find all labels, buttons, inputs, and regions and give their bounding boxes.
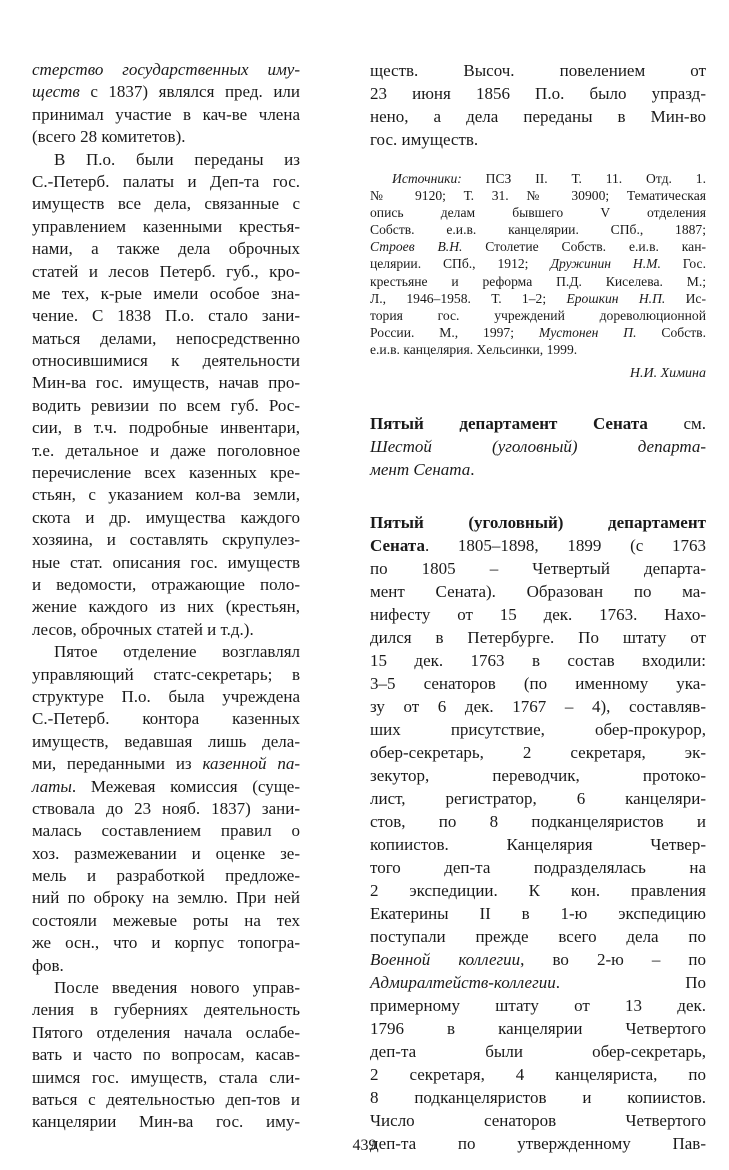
text-run: деп-та по утвержденному Пав- [370, 1134, 706, 1153]
text-run: . По [555, 973, 706, 992]
text-line [370, 695, 706, 718]
text-run: ших присутствие, обер-прокурор, [370, 720, 706, 739]
text-run: чение. С 1838 П.о. стало зани- [32, 306, 300, 326]
text-line [32, 731, 300, 753]
text-run: лист, регистратор, 6 канцеляри- [370, 789, 706, 808]
text-line [32, 776, 300, 798]
text-run: . [470, 460, 475, 479]
text-run: копиистов. Канцелярия Четвер- [370, 835, 706, 854]
text-line [370, 672, 706, 695]
text-line [32, 193, 300, 215]
text-line [370, 856, 706, 879]
text-line [32, 619, 300, 641]
text-run: принимал участие в кач-ве члена [32, 104, 300, 124]
text-run: ления в губерниях деятельность [32, 1000, 300, 1020]
text-line [32, 305, 300, 327]
text-line [32, 507, 300, 529]
text-run: ПСЗ II. Т. 11. Отд. 1. [461, 171, 706, 186]
text-run: по 1805 – Четвертый департа- [370, 559, 706, 578]
text-line [32, 955, 300, 977]
article-entry-fifth-criminal-department [370, 511, 706, 1155]
text-run: ные стат. описания гос. имуществ [32, 552, 300, 572]
text-run: , во 2-ю – по [520, 950, 707, 969]
text-run: С.-Петерб. палаты и Деп-та гос. [32, 171, 300, 191]
text-line [32, 328, 300, 350]
text-line [370, 458, 706, 481]
text-line [32, 1111, 300, 1133]
text-run: структуре П.о. была учреждена [32, 686, 300, 706]
text-line [370, 341, 706, 358]
text-line [32, 350, 300, 372]
text-line [370, 511, 706, 534]
text-line [370, 82, 706, 105]
text-run: ствовала до 23 нояб. 1837) зани- [32, 798, 300, 818]
text-run: дился в Петербурге. По штату от [370, 628, 706, 647]
text-run: малась составлением правил о [32, 821, 300, 841]
italic-term: латы [32, 776, 72, 796]
text-line [32, 238, 300, 260]
text-run: канцелярии Мин-ва гос. иму- [32, 1112, 300, 1132]
bold-term: Сената [370, 536, 425, 555]
text-run: жение каждого из них (крестьян, [32, 597, 300, 617]
text-run: 15 дек. 1763 в состав входили: [370, 651, 706, 670]
text-run: хоз. размежевании и оценке зе- [32, 843, 300, 863]
text-line [32, 440, 300, 462]
text-line [370, 603, 706, 626]
text-run: т.е. детальное и даже поголовное [32, 440, 300, 460]
text-run: статей и лесов Петерб. губ., кро- [32, 261, 300, 281]
text-line [32, 708, 300, 730]
text-run: хозяина, и составлять скрупулез- [32, 530, 300, 550]
text-run: Столетие Собств. е.и.в. кан- [462, 239, 706, 255]
italic-term: мент Сената [370, 460, 471, 479]
text-run: нами, а также дела оброчных [32, 239, 300, 259]
text-run: Собств. е.и.в. канцелярии. СПб., 1887; [370, 222, 706, 238]
text-line [370, 204, 706, 221]
text-line [370, 59, 706, 82]
cross-reference-entry [370, 412, 706, 481]
text-run: стьян, с указанием кол-ва земли, [32, 485, 300, 505]
text-line [32, 552, 300, 574]
text-line [32, 1022, 300, 1044]
text-run: зу от 6 дек. 1767 – 4), составляв- [370, 697, 706, 716]
text-run: сии, в т.ч. подробные инвентари, [32, 418, 300, 438]
text-run: Л., 1946–1958. Т. 1–2; [370, 290, 567, 306]
text-line [370, 412, 706, 435]
text-run: того деп-та подразделялась на [370, 858, 706, 877]
text-line [370, 994, 706, 1017]
sources-block [370, 170, 706, 358]
text-run: Пятого отделения начала ослабе- [32, 1022, 300, 1042]
text-line [32, 686, 300, 708]
text-line [370, 649, 706, 672]
text-run: мель и разработкой предложе- [32, 866, 300, 886]
text-run: ний по оброку на землю. При ней [32, 888, 300, 908]
text-line [32, 59, 300, 81]
text-line [32, 216, 300, 238]
text-line [32, 865, 300, 887]
text-line [32, 462, 300, 484]
italic-term: стерство государственных иму- [32, 60, 300, 79]
text-run: После введения нового управ- [54, 978, 300, 998]
text-run: см. [647, 414, 706, 433]
text-run: ме тех, к-рые имели особое зна- [32, 283, 300, 303]
text-run: . Межевая комиссия (суще- [71, 776, 300, 796]
text-line [370, 925, 706, 948]
text-run: мент Сената). Образован по ма- [370, 582, 706, 601]
text-line [32, 395, 300, 417]
text-line [32, 417, 300, 439]
text-line [370, 273, 706, 290]
italic-term: казенной па- [202, 754, 300, 774]
text-run: Собств. [636, 324, 706, 340]
text-run: фов. [32, 955, 64, 975]
italic-term: Военной коллегии [370, 950, 521, 969]
text-line [370, 255, 706, 272]
text-run: тория гос. учреждений дореволюционной [370, 307, 706, 323]
text-line [32, 126, 300, 148]
text-run: обер-секретарь, 2 секретаря, эк- [370, 743, 706, 762]
text-run: 23 июня 1856 П.о. было упразд- [370, 84, 706, 103]
text-line [370, 741, 706, 764]
text-line [370, 324, 706, 341]
text-line [370, 557, 706, 580]
text-run: нено, а дела переданы в Мин-во [370, 107, 706, 126]
italic-term: ществ [32, 82, 80, 102]
italic-term: Мустонен П. [538, 324, 637, 340]
text-line [32, 910, 300, 932]
text-run: В П.о. были переданы из [54, 149, 300, 169]
text-run: 3–5 сенаторов (по именному ука- [370, 674, 706, 693]
text-run: стов, по 8 подканцеляристов и [370, 812, 706, 831]
text-line [32, 664, 300, 686]
text-run: зекутор, переводчик, протоко- [370, 766, 706, 785]
text-run: состояли межевые роты на тех [32, 910, 300, 930]
text-run: Число сенаторов Четвертого [370, 1111, 706, 1130]
text-line [32, 484, 300, 506]
text-run: Ис- [665, 290, 706, 306]
text-line [370, 1063, 706, 1086]
text-line [32, 283, 300, 305]
bold-term: Пятый департамент Сената [370, 414, 648, 433]
text-run: Екатерины II в 1-ю экспедицию [370, 904, 706, 923]
page-number: 439 [352, 1137, 377, 1154]
text-run: Пятое отделение возглавлял [54, 642, 300, 662]
text-line [32, 529, 300, 551]
text-line [370, 810, 706, 833]
text-line [370, 971, 706, 994]
text-run: имуществ, ведавшая лишь дела- [32, 731, 300, 751]
text-line [32, 999, 300, 1021]
text-run: вать и часто по вопросам, касав- [32, 1045, 300, 1065]
author-signature: Н.И. Химина [629, 366, 706, 381]
text-run: имуществ все дела, связанные с [32, 194, 300, 214]
text-line [32, 820, 300, 842]
text-line [370, 1040, 706, 1063]
text-line [370, 948, 706, 971]
text-line [32, 932, 300, 954]
text-run: 2 секретаря, 4 канцеляриста, по [370, 1065, 706, 1084]
text-line [370, 1109, 706, 1132]
text-line [32, 1044, 300, 1066]
text-line [370, 435, 706, 458]
text-line [32, 1067, 300, 1089]
text-run: водить ревизии по всем губ. Рос- [32, 395, 300, 415]
text-run: ваться с деятельностью деп-тов и [32, 1089, 300, 1109]
text-run: (всего 28 комитетов). [32, 127, 186, 147]
text-line [370, 833, 706, 856]
text-line [32, 887, 300, 909]
text-run: с 1837) являлся пред. или [79, 82, 300, 102]
right-column-continuation [370, 59, 706, 151]
text-run: 2 экспедиции. К кон. правления [370, 881, 706, 900]
text-run: Гос. [660, 256, 706, 272]
italic-term: Источники: [392, 171, 462, 186]
text-line [32, 372, 300, 394]
text-line [32, 171, 300, 193]
text-run: же осн., что и корпус топогра- [32, 933, 300, 953]
text-run: е.и.в. канцелярия. Хельсинки, 1999. [370, 341, 578, 357]
text-line [32, 81, 300, 103]
text-line [32, 641, 300, 663]
text-run: гос. имуществ. [370, 130, 479, 149]
text-line [32, 753, 300, 775]
text-run: управляющий статс-секретарь; в [32, 664, 300, 684]
text-run: С.-Петерб. контора казенных [32, 709, 300, 729]
text-run: Мин-ва гос. имуществ, начав про- [32, 373, 300, 393]
text-line [32, 977, 300, 999]
text-run: опись делам бывшего V отделения [370, 205, 706, 221]
text-run: перечисление всех казенных кре- [32, 463, 300, 483]
text-line [370, 787, 706, 810]
text-run: 1796 в канцелярии Четвертого [370, 1019, 706, 1038]
italic-term: Строев В.Н. [370, 239, 463, 255]
text-run: России. М., 1997; [370, 324, 539, 340]
text-line [370, 1017, 706, 1040]
text-line [370, 1086, 706, 1109]
text-line [370, 221, 706, 238]
italic-term: Адмиралтейств-коллегии [370, 973, 556, 992]
text-line [370, 902, 706, 925]
text-run: 8 подканцеляристов и копиистов. [370, 1088, 706, 1107]
text-line [370, 290, 706, 307]
text-run: ществ. Высоч. повелением от [370, 61, 706, 80]
text-run: деп-та были обер-секретарь, [370, 1042, 706, 1061]
text-line [370, 764, 706, 787]
italic-term: Ерошкин Н.П. [566, 290, 666, 306]
text-line [32, 261, 300, 283]
italic-term: Дружинин Н.М. [550, 256, 661, 272]
text-run: примерному штату от 13 дек. [370, 996, 706, 1015]
text-run: и ведомости, отражающие поло- [32, 574, 300, 594]
text-run: крестьяне и реформа П.Д. Киселева. М.; [370, 273, 706, 289]
text-run: управлением казенными крестья- [32, 216, 300, 236]
text-run: скота и др. имущества каждого [32, 507, 300, 527]
text-line [32, 104, 300, 126]
text-line [32, 843, 300, 865]
text-run: целярии. СПб., 1912; [370, 256, 551, 272]
text-line [370, 718, 706, 741]
text-line [370, 534, 706, 557]
text-run: маться делами, непосредственно [32, 328, 300, 348]
text-run: ми, переданными из [32, 754, 203, 774]
text-line [370, 128, 706, 151]
text-run: поступали прежде всего дела по [370, 927, 706, 946]
text-line [32, 574, 300, 596]
text-run: относившимися к деятельности [32, 351, 300, 371]
text-line [32, 798, 300, 820]
text-line [32, 149, 300, 171]
text-run: шимся гос. имуществ, стала сли- [32, 1067, 300, 1087]
text-line [370, 105, 706, 128]
text-line [370, 879, 706, 902]
left-column-text [32, 59, 300, 1134]
text-run: . 1805–1898, 1899 (с 1763 [424, 536, 706, 555]
text-line [32, 596, 300, 618]
text-run: № 9120; Т. 31. № 30900; Тематическая [370, 188, 706, 204]
text-line [370, 580, 706, 603]
text-line [370, 170, 706, 187]
text-line [370, 307, 706, 324]
text-line [370, 626, 706, 649]
text-run: лесов, оброчных статей и т.д.). [32, 619, 254, 639]
text-line [370, 187, 706, 204]
text-run: нифесту от 15 дек. 1763. Нахо- [370, 605, 706, 624]
bold-term: Пятый (уголовный) департамент [370, 513, 706, 532]
text-line [370, 238, 706, 255]
text-line [32, 1089, 300, 1111]
italic-term: Шестой (уголовный) департа- [370, 437, 706, 456]
